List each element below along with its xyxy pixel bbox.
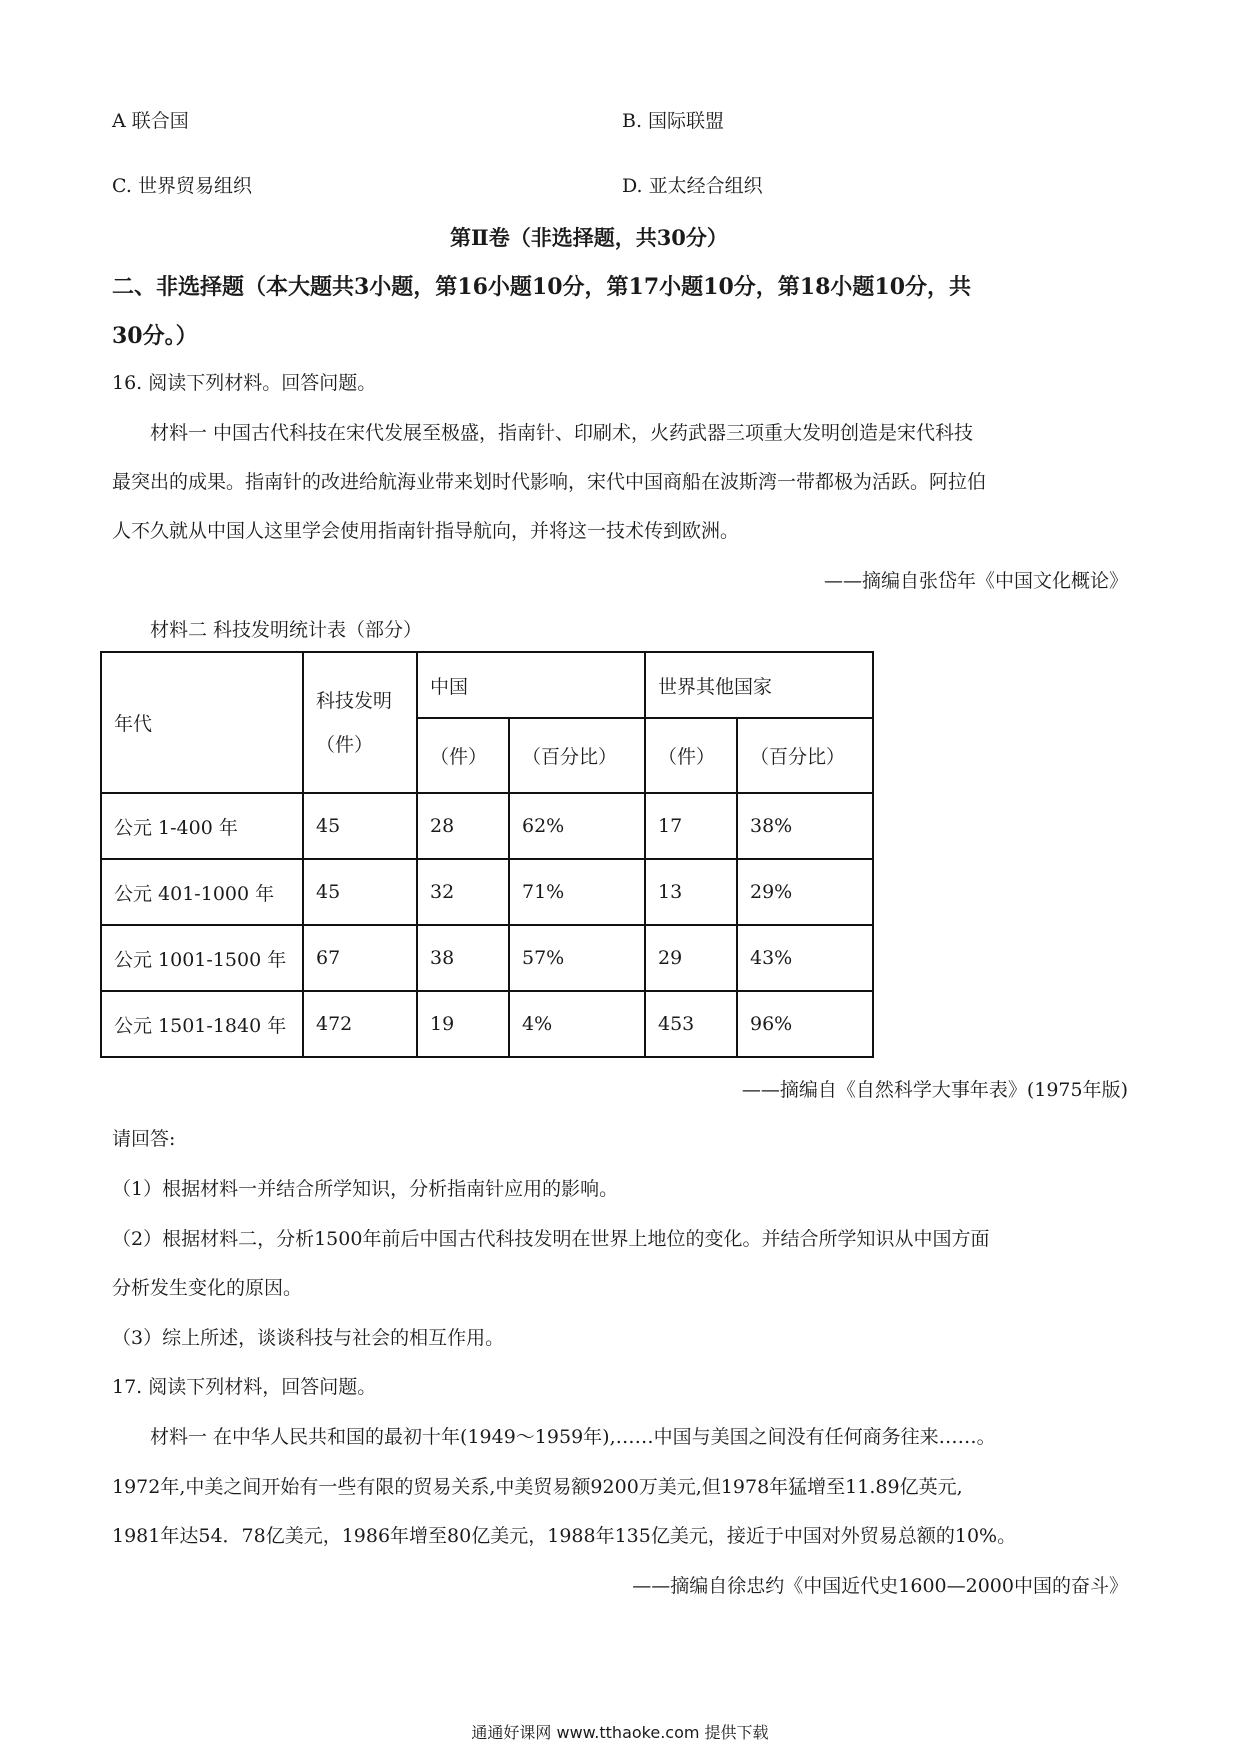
- q16-subq2-line1: （2）根据材料二，分析1500年前后中国古代科技发明在世界上地位的变化。并结合所学知识从中国方面: [112, 1228, 990, 1250]
- table-row: [101, 793, 873, 859]
- q17-title: 17. 阅读下列材料，回答问题。: [112, 1376, 377, 1398]
- cell-world-count: 13: [645, 859, 737, 925]
- invention-stats-table: [100, 651, 874, 1058]
- header-world-count: （件）: [645, 718, 737, 793]
- cell-china-count: 28: [417, 793, 509, 859]
- cell-world-count: 17: [645, 793, 737, 859]
- table-row: [101, 859, 873, 925]
- q16-subq3: （3）综上所述，谈谈科技与社会的相互作用。: [112, 1327, 505, 1349]
- header-china-pct: （百分比）: [509, 718, 645, 793]
- option-b: B. 国际联盟: [622, 110, 725, 132]
- cell-china-count: 19: [417, 991, 509, 1057]
- option-c: C. 世界贸易组织: [112, 175, 252, 197]
- table-row: [101, 925, 873, 991]
- q16-material1-line3: 人不久就从中国人这里学会使用指南针指导航向，并将这一技术传到欧洲。: [112, 520, 740, 542]
- cell-era: 公元 1501-1840 年: [101, 991, 303, 1057]
- cell-china-count: 38: [417, 925, 509, 991]
- table-row: [101, 991, 873, 1057]
- q16-material1-source: ——摘编自张岱年《中国文化概论》: [823, 570, 1128, 592]
- cell-era: 公元 1-400 年: [101, 793, 303, 859]
- q17-material1-line2: 1972年,中美之间开始有一些有限的贸易关系,中美贸易额9200万美元,但1978年猛增至11.89亿英元,: [112, 1476, 963, 1498]
- option-d: D. 亚太经合组织: [622, 175, 763, 197]
- cell-china-pct: 62%: [509, 793, 645, 859]
- header-world-pct: （百分比）: [737, 718, 873, 793]
- part2-title: 第Ⅱ卷（非选择题，共30分）: [450, 225, 728, 250]
- cell-china-pct: 4%: [509, 991, 645, 1057]
- cell-world-pct: 38%: [737, 793, 873, 859]
- page-footer: 通通好课网 www.tthaoke.com 提供下载: [471, 1723, 769, 1742]
- header-inventions-label: 科技发明: [316, 689, 393, 712]
- cell-world-pct: 29%: [737, 859, 873, 925]
- section2-heading-line1: 二、非选择题（本大题共3小题，第16小题10分，第17小题10分，第18小题10分，共: [112, 274, 972, 300]
- cell-total: 67: [303, 925, 417, 991]
- q17-material1-source: ——摘编自徐忠约《中国近代史1600—2000中国的奋斗》: [632, 1575, 1128, 1597]
- option-a: A 联合国: [112, 110, 189, 132]
- header-china-count: （件）: [417, 718, 509, 793]
- q16-material1-line2: 最突出的成果。指南针的改进给航海业带来划时代影响，宋代中国商船在波斯湾一带都极为活跃。阿拉伯: [112, 471, 987, 493]
- q16-title: 16. 阅读下列材料。回答问题。: [112, 372, 377, 394]
- header-world: 世界其他国家: [645, 652, 873, 718]
- header-inventions: [303, 652, 417, 793]
- q16-material2-source: ——摘编自《自然科学大事年表》(1975年版): [741, 1079, 1128, 1101]
- cell-china-count: 32: [417, 859, 509, 925]
- cell-world-pct: 43%: [737, 925, 873, 991]
- q17-material1-line1: 材料一 在中华人民共和国的最初十年(1949～1959年),……中国与美国之间没有任何商务往来……。: [150, 1426, 996, 1448]
- q17-material1-line3: 1981年达54．78亿美元，1986年增至80亿美元，1988年135亿美元，接近于中国对外贸易总额的10%。: [112, 1525, 1017, 1547]
- cell-world-count: 29: [645, 925, 737, 991]
- q16-subq1: （1）根据材料一并结合所学知识，分析指南针应用的影响。: [112, 1178, 619, 1200]
- header-era: 年代: [101, 652, 303, 793]
- cell-total: 472: [303, 991, 417, 1057]
- q16-subq2-line2: 分析发生变化的原因。: [112, 1277, 303, 1299]
- q16-material2-title: 材料二 科技发明统计表（部分）: [150, 619, 423, 641]
- cell-total: 45: [303, 793, 417, 859]
- cell-era: 公元 1001-1500 年: [101, 925, 303, 991]
- section2-heading-line2: 30分。）: [112, 323, 198, 349]
- q16-ask: 请回答:: [112, 1128, 176, 1150]
- cell-era: 公元 401-1000 年: [101, 859, 303, 925]
- header-china: 中国: [417, 652, 645, 718]
- cell-china-pct: 71%: [509, 859, 645, 925]
- cell-world-count: 453: [645, 991, 737, 1057]
- cell-china-pct: 57%: [509, 925, 645, 991]
- cell-world-pct: 96%: [737, 991, 873, 1057]
- q16-material1-line1: 材料一 中国古代科技在宋代发展至极盛，指南针、印刷术，火药武器三项重大发明创造是宋代科技: [150, 422, 974, 444]
- header-inventions-unit: （件）: [316, 733, 374, 756]
- cell-total: 45: [303, 859, 417, 925]
